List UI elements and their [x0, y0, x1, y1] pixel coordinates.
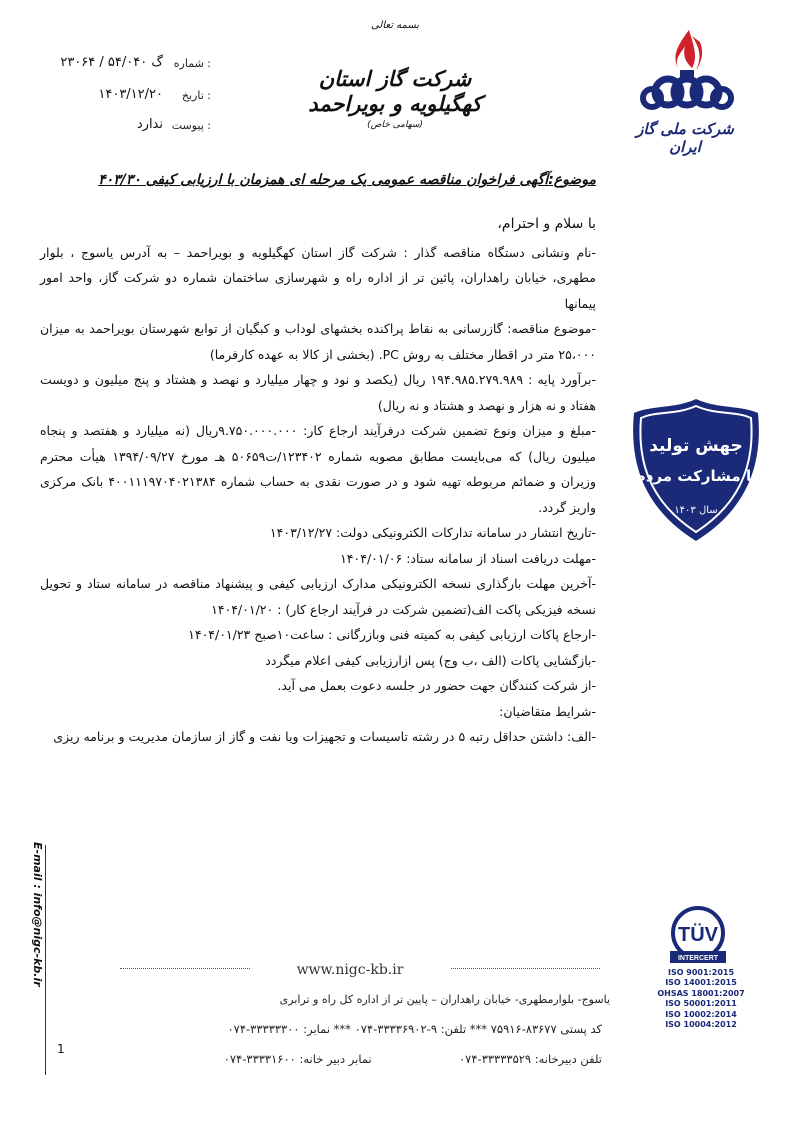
- paragraph-contracting-authority: -نام ونشانی دستگاه مناقصه گذار : شرکت گاز استان کهگیلویه و بویراحمد – به آدرس یاسوج ، بلوار مطهری، خیابان راهداران، پائین تر از اداره راه و شهرسازی ساختمان شماره دو شرکت گاز، واحد امور پیمانها: [40, 244, 596, 311]
- paragraph-evaluation-referral: -ارجاع پاکات ارزیابی کیفی به کمیته فنی وبازرگانی : ساعت۱۰صبح ۱۴۰۴/۰۱/۲۳: [188, 627, 596, 642]
- footer-address: یاسوج- بلوارمطهری- خیابان راهداران – پایین تر از اداره کل راه و ترابری: [279, 993, 610, 1006]
- paragraph-base-estimate: -برآورد پایه : ۱۹۴.۹۸۵.۲۷۹.۹۸۹ ریال (یکصد و نود و چهار میلیارد و نهصد و هشتاد و پنج میلیون و دویست هفتاد و نه هزار و نهصد و هشتاد و نه ریال): [40, 372, 596, 413]
- paragraph-condition-a: -الف: داشتن حداقل رتبه ۵ در رشته تاسیسات و تجهیزات ویا نفت و گاز از سازمان مدیریت و برنامه ریزی: [53, 729, 596, 744]
- iso-item: ISO 10002:2014: [665, 1009, 737, 1019]
- iso-standards-list: [646, 968, 756, 1030]
- badge-line1: جهش تولید: [649, 436, 743, 456]
- iso-item: ISO 10004:2012: [665, 1020, 737, 1030]
- flame-logo-icon: [622, 28, 752, 123]
- page-number: 1: [57, 1042, 65, 1056]
- tuv-icon: [648, 905, 748, 967]
- paragraph-document-deadline: -مهلت دریافت اسناد از سامانه ستاد: ۱۴۰۴/۰۱/۰۶: [340, 550, 596, 566]
- production-leap-badge: [628, 395, 764, 545]
- paragraph-guarantee: -مبلغ و میزان ونوع تضمین شرکت درفرآیند ارجاع کار: ۹.۷۵۰.۰۰۰.۰۰۰ریال (نه میلیارد و هفتصد و پنجاه میلیون ریال) که می‌بایست مطابق مصوبه شماره ۱۲۳۴۰۲/ت۵۰۶۵۹ هـ مورخ ۱۳۹۴/۰۹/۲۷ هیأت محترم وزیران و ضمائم مربوطه تهیه شود و در صورت نقدی به حساب شماره ۴۰۰۱۱۱۹۷۰۴۰۲۱۳۸۴ بانک مرکزی واریز گردد.: [40, 423, 596, 515]
- number-label: شماره :: [173, 57, 211, 70]
- intercert-text: INTERCERT: [677, 955, 719, 962]
- website-link[interactable]: www.nigc-kb.ir: [250, 962, 450, 978]
- paragraph-publish-date: -تاریخ انتشار در سامانه تدارکات الکترونیکی دولت: ۱۴۰۳/۱۲/۲۷: [269, 525, 596, 540]
- tuv-text: TÜV: [678, 924, 718, 946]
- side-email: [30, 842, 42, 1042]
- attachment-label: پیوست :: [171, 119, 211, 132]
- date-label: تاریخ :: [181, 89, 211, 102]
- company-name: شرکت گاز استان کهگیلویه و بویراحمد: [308, 66, 482, 116]
- logo-caption: شرکت ملی گاز ایران: [636, 120, 734, 156]
- attachment-value: ندارد: [136, 117, 163, 132]
- secretary-fax: نمابر دبیر خانه: ۳۳۳۳۱۶۰۰-۰۷۴: [223, 1052, 372, 1066]
- iso-item: OHSAS 18001:2007: [657, 988, 745, 998]
- subject-line: موضوع:آگهی فراخوان مناقصه عمومی یک مرحله ای همزمان با ارزیابی کیفی ۴۰۳/۳۰: [98, 172, 596, 188]
- company-subtitle: (سهامی خاص): [367, 120, 423, 130]
- paragraph-envelope-opening: -بازگشایی پاکات (الف ،ب وج) پس ازارزیابی کیفی اعلام میگردد: [265, 652, 596, 668]
- iso-item: ISO 14001:2015: [665, 978, 737, 988]
- paragraph-conditions-title: -شرایط متقاضیان:: [499, 703, 596, 719]
- number-value: گ ۵۴/۰۴۰ / ۲۳۰۶۴: [60, 55, 163, 70]
- badge-line2: با مشارکت مردم: [634, 467, 758, 485]
- footer-contact: کد پستی ۸۳۶۷۷-۷۵۹۱۶ *** تلفن: ۹-۳۳۳۳۶۹۰۲-۰۷۴ *** نمابر: ۳۳۳۳۳۳۰۰-۰۷۴: [227, 1022, 602, 1036]
- paragraph-invitation: -از شرکت کنندگان جهت حضور در جلسه دعوت بعمل می آید.: [277, 678, 596, 693]
- left-border-line: [45, 845, 46, 1075]
- badge-year: سال ۱۴۰۳: [674, 505, 718, 516]
- footer-secretary: [60, 1052, 602, 1066]
- letter-body: [40, 212, 596, 750]
- iso-item: ISO 9001:2015: [667, 968, 735, 977]
- secretary-phone: تلفن دبیرخانه: ۳۳۳۳۳۵۲۹-۰۷۴: [459, 1052, 602, 1066]
- bismillah: بسمه تعالی: [370, 20, 420, 31]
- paragraph-tender-subject: -موضوع مناقصه: گازرسانی به نقاط پراکنده بخشهای لوداب و کبگیان از توابع شهرستان بویراحمد به میزان ۲۵،۰۰۰ متر در اقطار مختلف به روش PC. (بخشی از کالا به عهده کارفرما): [40, 321, 596, 362]
- badge-emblem: [628, 395, 764, 545]
- side-email-text: E-mail : info@nigc-kb.ir: [31, 842, 44, 987]
- paragraph-upload-deadline: -آخرین مهلت بارگذاری نسخه الکترونیکی مدارک ارزیابی کیفی و پیشنهاد مناقصه در سامانه ستاد و تحویل نسخه فیزیکی پاکت الف(تضمین شرکت در فرآیند ارجاع کار) : ۱۴۰۴/۰۱/۲۰: [40, 576, 596, 617]
- iso-item: ISO 50001:2011: [665, 999, 737, 1009]
- date-value: ۱۴۰۳/۱۲/۲۰: [98, 87, 163, 102]
- greeting: با سلام و احترام،: [497, 216, 596, 232]
- tuv-certification-logo: [648, 905, 748, 975]
